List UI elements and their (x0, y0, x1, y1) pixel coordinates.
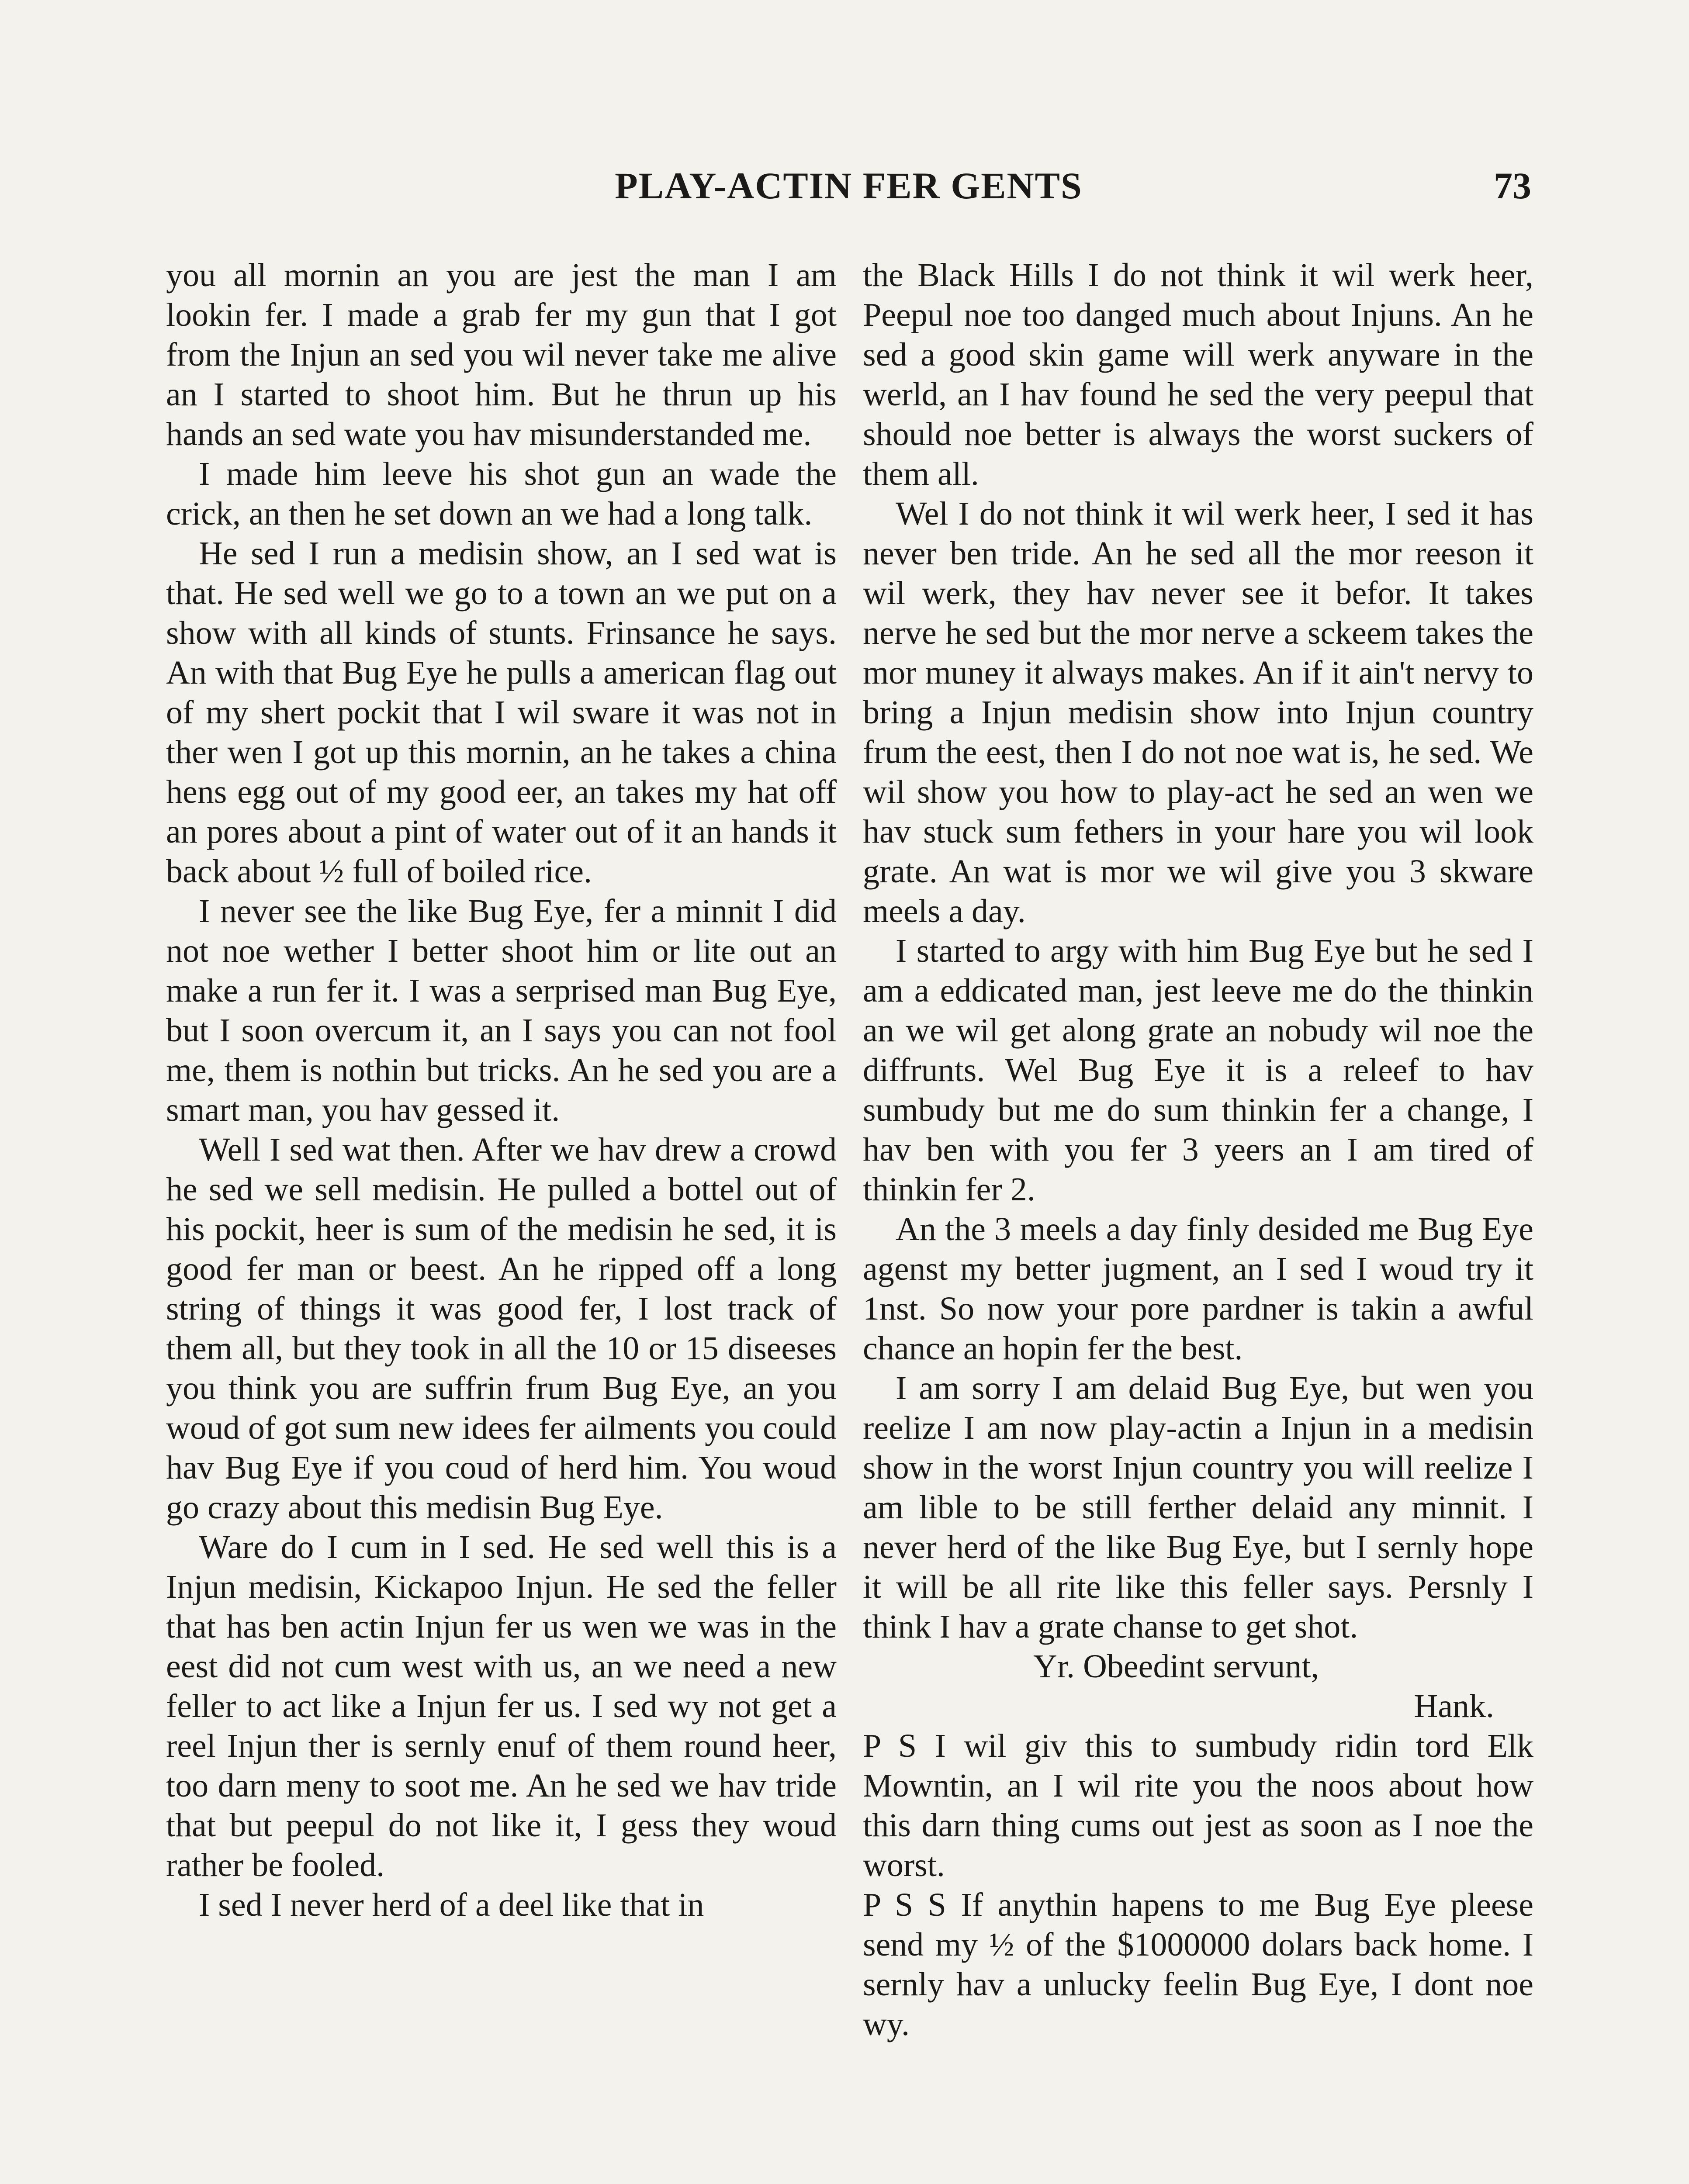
paragraph: I am sorry I am delaid Bug Eye, but wen you reelize I am now play-actin a Injun in a medisin show in the worst Injun country you will reelize I am lible to be still ferther delaid any minnit. I never herd of the like Bug Eye, but I sernly hope it will be all rite like this feller says. Persnly I think I hav a grate chanse to get shot. (863, 1370, 1533, 1645)
running-head (166, 164, 1531, 212)
paragraph: I sed I never herd of a deel like that in (199, 1887, 704, 1923)
paragraph: An the 3 meels a day finly desided me Bug Eye agenst my better jugment, an I sed I woud try it 1nst. So now your pore pardner is takin a awful chance an hopin fer the best. (863, 1211, 1533, 1367)
paragraph: I started to argy with him Bug Eye but he sed I am a eddicated man, jest leeve me do the thinkin an we wil get along grate an nobudy wil noe the diffrunts. Wel Bug Eye it is a releef to hav sumbudy but me do sum thinkin fer a change, I hav ben with you fer 3 yeers an I am tired of thinkin fer 2. (863, 933, 1533, 1208)
postscript: P S I wil giv this to sumbudy ridin tord Elk Mowntin, an I wil rite you the noos about how this darn thing cums out jest as soon as I noe the worst. (863, 1728, 1533, 1883)
letter-closing: Yr. Obeedint servunt, (1033, 1648, 1319, 1685)
page-number: 73 (1494, 165, 1531, 207)
post-postscript: P S S If anythin hapens to me Bug Eye pleese send my ½ of the $1000000 dolars back home. I sernly hav a unlucky feelin Bug Eye, I dont noe wy. (863, 1887, 1533, 2042)
letter-signature: Hank. (1414, 1688, 1494, 1724)
paragraph: Ware do I cum in I sed. He sed well this is a Injun medisin, Kickapoo Injun. He sed the feller that has ben actin Injun fer us wen we was in the eest did not cum west with us, an we need a new feller to act like a Injun fer us. I sed wy not get a reel Injun ther is sernly enuf of them round heer, too darn meny to soot me. An he sed we hav tride that but peepul do not like it, I gess they woud rather be fooled. (166, 1529, 837, 1883)
right-column (863, 256, 1533, 2044)
page-title: PLAY-ACTIN FER GENTS (615, 165, 1083, 207)
paragraph: I made him leeve his shot gun an wade the crick, an then he set down an we had a long talk. (166, 456, 837, 532)
paragraph: He sed I run a medisin show, an I sed wat is that. He sed well we go to a town an we put on a show with all kinds of stunts. Frinsance he says. An with that Bug Eye he pulls a american flag out of my shert pockit that I wil sware it was not in ther wen I got up this mornin, an he takes a china hens egg out of my good eer, an takes my hat off an pores about a pint of water out of it an hands it back about ½ full of boiled rice. (166, 535, 837, 890)
paragraph: the Black Hills I do not think it wil werk heer, Peepul noe too danged much about Injuns. An he sed a good skin game will werk anyware in the werld, an I hav found he sed the very peepul that should noe better is always the worst suckers of them all. (863, 257, 1533, 492)
paragraph: I never see the like Bug Eye, fer a minnit I did not noe wether I better shoot him or lite out an make a run fer it. I was a serprised man Bug Eye, but I soon overcum it, an I says you can not fool me, them is nothin but tricks. An he sed you are a smart man, you hav gessed it. (166, 893, 837, 1128)
paragraph: Well I sed wat then. After we hav drew a crowd he sed we sell medisin. He pulled a bottel out of his pockit, heer is sum of the medisin he sed, it is good fer man or beest. An he ripped off a long string of things it was good fer, I lost track of them all, but they took in all the 10 or 15 diseeses you think you are suffrin frum Bug Eye, an you woud of got sum new idees fer ailments you could hav Bug Eye if you coud of herd him. You woud go crazy about this medisin Bug Eye. (166, 1131, 837, 1526)
paragraph: Wel I do not think it wil werk heer, I sed it has never ben tride. An he sed all the mor reeson it wil werk, they hav never see it befor. It takes nerve he sed but the mor nerve a sckeem takes the mor muney it always makes. An if it ain't nervy to bring a Injun medisin show into Injun country frum the eest, then I do not noe wat is, he sed. We wil show you how to play-act he sed an wen we hav stuck sum fethers in your hare you wil look grate. An wat is mor we wil give you 3 skware meels a day. (863, 495, 1533, 930)
left-column (166, 256, 837, 1925)
paragraph: you all mornin an you are jest the man I am lookin fer. I made a grab fer my gun that I got from the Injun an sed you wil never take me alive an I started to shoot him. But he thrun up his hands an sed wate you hav misunderstanded me. (166, 257, 837, 453)
